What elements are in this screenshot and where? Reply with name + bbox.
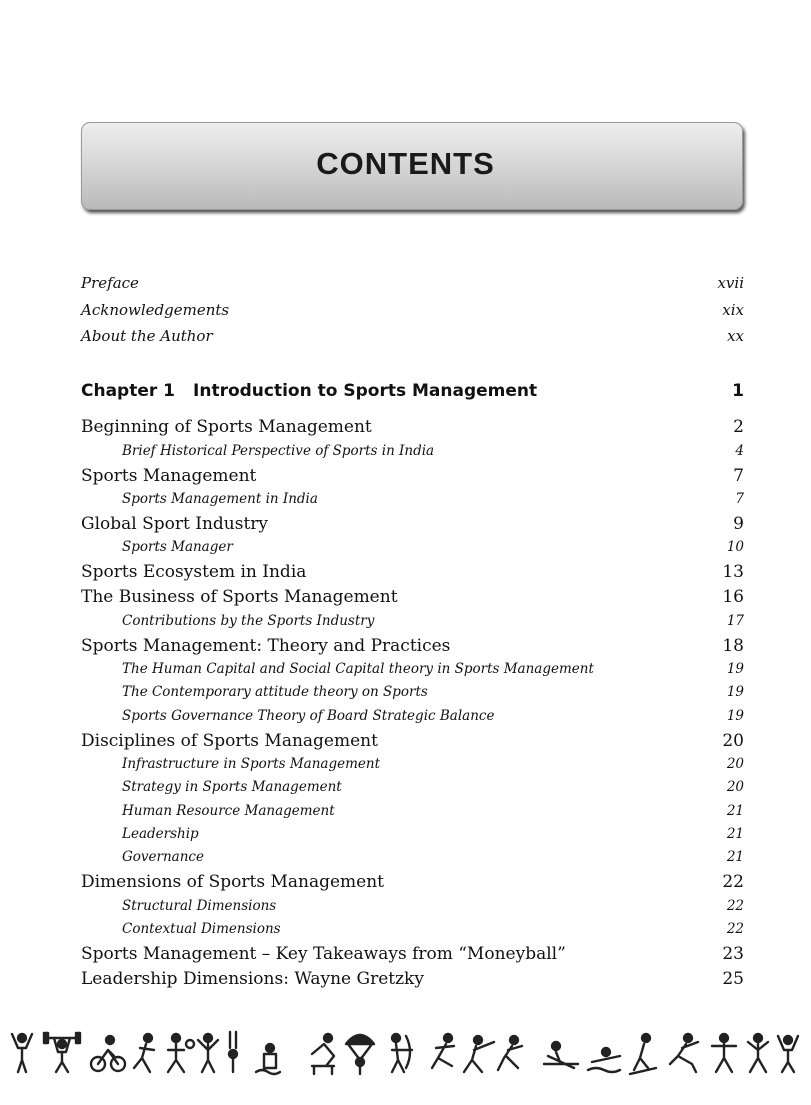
toc-entry-title: Infrastructure in Sports Management [122, 756, 381, 772]
toc-entry-title: Human Resource Management [122, 803, 335, 819]
toc-entry-page: 22 [726, 898, 744, 914]
toc-entry-page: 25 [722, 969, 744, 989]
toc-entry-title: Contextual Dimensions [122, 921, 281, 937]
toc-entry-page: 23 [722, 944, 744, 964]
toc-entry-page: 7 [735, 491, 744, 507]
toc-subsection[interactable] [81, 684, 744, 700]
toc-entry-page: 18 [722, 636, 744, 656]
toc-subsection[interactable] [81, 898, 744, 914]
toc-subsection[interactable] [81, 826, 744, 842]
toc-section[interactable] [81, 514, 744, 534]
toc-chapter-heading[interactable] [81, 381, 744, 401]
toc-entry-page: xvii [717, 274, 744, 292]
toc-subsection[interactable] [81, 849, 744, 865]
toc-entry-title: Leadership Dimensions: Wayne Gretzky [81, 969, 424, 989]
toc-section[interactable] [81, 969, 744, 989]
toc-entry-title: About the Author [81, 327, 213, 345]
chapter-title: Introduction to Sports Management [193, 381, 538, 401]
toc-entry-page: 21 [726, 803, 744, 819]
toc-entry-title: Sports Manager [122, 539, 233, 555]
toc-entry-page: 22 [726, 921, 744, 937]
toc-section[interactable] [81, 466, 744, 486]
toc-front-entry[interactable] [81, 274, 744, 292]
toc-section[interactable] [81, 636, 744, 656]
toc-subsection[interactable] [81, 613, 744, 629]
toc-entry-title: Disciplines of Sports Management [81, 731, 378, 751]
toc-section[interactable] [81, 587, 744, 607]
toc-entry-page: 7 [733, 466, 744, 486]
chapter-page: 1 [732, 381, 744, 401]
toc-subsection[interactable] [81, 708, 744, 724]
toc-entry-page: 16 [722, 587, 744, 607]
toc-section[interactable] [81, 417, 744, 437]
toc-subsection[interactable] [81, 443, 744, 459]
toc-subsection[interactable] [81, 661, 744, 677]
toc-entry-page: 20 [726, 779, 744, 795]
toc-entry-page: 19 [726, 708, 744, 724]
toc-entry-page: xx [727, 327, 744, 345]
sports-pictograms-icon [8, 1028, 803, 1078]
toc-entry-title: The Business of Sports Management [81, 587, 398, 607]
toc-entry-title: Governance [122, 849, 204, 865]
toc-entry-title: Sports Management – Key Takeaways from “Moneyball” [81, 944, 566, 964]
toc-entry-page: 21 [726, 849, 744, 865]
toc-entry-title: Sports Management [81, 466, 257, 486]
toc-section[interactable] [81, 562, 744, 582]
toc-subsection[interactable] [81, 756, 744, 772]
toc-entry-title: Dimensions of Sports Management [81, 872, 384, 892]
toc-subsection[interactable] [81, 803, 744, 819]
toc-entry-page: 10 [726, 539, 744, 555]
toc-entry-title: The Contemporary attitude theory on Sports [122, 684, 428, 700]
toc-section[interactable] [81, 944, 744, 964]
toc-entry-page: 2 [733, 417, 744, 437]
toc-entry-page: 4 [735, 443, 744, 459]
toc-subsection[interactable] [81, 491, 744, 507]
toc-entry-title: Leadership [122, 826, 199, 842]
toc-entry-page: 20 [722, 731, 744, 751]
toc-entry-title: Brief Historical Perspective of Sports in India [122, 443, 435, 459]
toc-entry-page: xix [722, 301, 744, 319]
toc-entry-title: Contributions by the Sports Industry [122, 613, 375, 629]
toc-entry-title: Acknowledgements [81, 301, 230, 319]
toc-subsection[interactable] [81, 779, 744, 795]
chapter-label: Chapter 1 [81, 381, 176, 401]
toc-entry-page: 20 [726, 756, 744, 772]
toc-front-entry[interactable] [81, 327, 744, 345]
toc-entry-page: 21 [726, 826, 744, 842]
toc-entry-title: The Human Capital and Social Capital theory in Sports Management [122, 661, 594, 677]
toc-entry-page: 19 [726, 684, 744, 700]
toc-entry-title: Sports Management in India [122, 491, 318, 507]
toc-entry-page: 22 [722, 872, 744, 892]
toc-subsection[interactable] [81, 921, 744, 937]
toc-section[interactable] [81, 872, 744, 892]
page-title: CONTENTS [316, 146, 495, 181]
toc-entry-page: 19 [726, 661, 744, 677]
sports-pictogram-strip [8, 1028, 803, 1078]
toc-entry-title: Global Sport Industry [81, 514, 269, 534]
chapter-heading-text [81, 381, 537, 401]
toc-entry-page: 17 [726, 613, 744, 629]
toc-entry-title: Beginning of Sports Management [81, 417, 372, 437]
toc-entry-title: Sports Ecosystem in India [81, 562, 307, 582]
toc-entry-title: Sports Governance Theory of Board Strategic Balance [122, 708, 495, 724]
toc-subsection[interactable] [81, 539, 744, 555]
toc-entry-title: Structural Dimensions [122, 898, 277, 914]
toc-entry-title: Strategy in Sports Management [122, 779, 342, 795]
toc-entry-page: 9 [733, 514, 744, 534]
toc-front-entry[interactable] [81, 301, 744, 319]
toc-entry-title: Preface [81, 274, 139, 292]
toc-section[interactable] [81, 731, 744, 751]
toc-entry-title: Sports Management: Theory and Practices [81, 636, 451, 656]
toc-entry-page: 13 [722, 562, 744, 582]
